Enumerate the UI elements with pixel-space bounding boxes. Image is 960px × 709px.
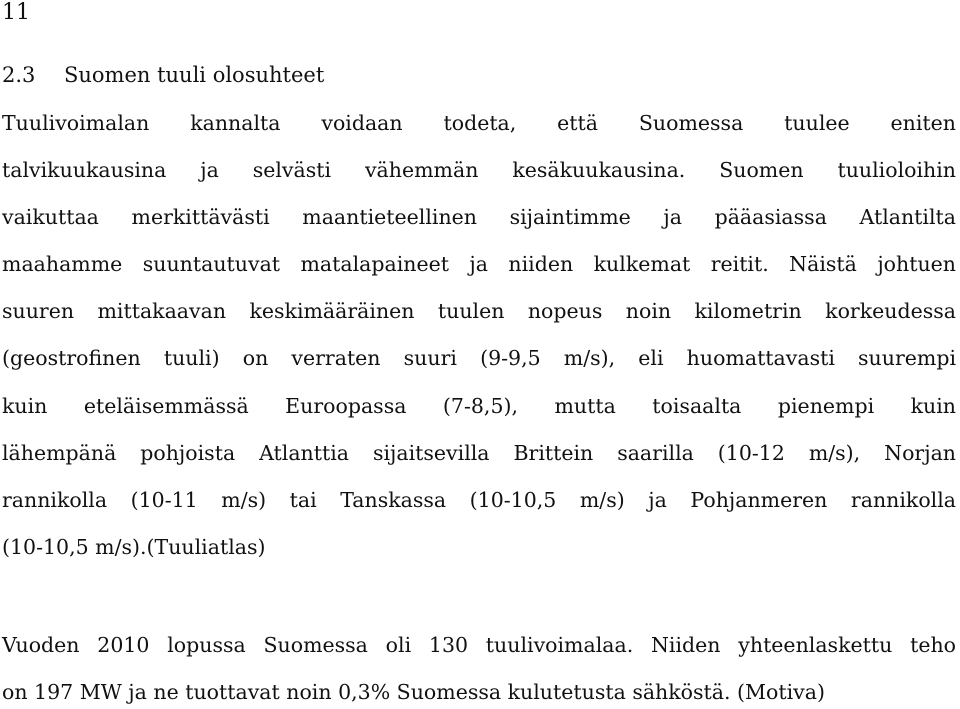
paragraph-line: (10-10,5 m/s).(Tuuliatlas) [2,535,266,559]
page-number: 11 [2,0,30,25]
paragraph-line: Tuulivoimalan kannalta voidaan todeta, että Suomessa tuulee eniten [2,111,956,135]
paragraph-line: suuren mittakaavan keskimääräinen tuulen nopeus noin kilometrin korkeudessa [2,299,956,323]
paragraph-line: Vuoden 2010 lopussa Suomessa oli 130 tuulivoimalaa. Niiden yhteenlaskettu teho [2,633,956,657]
paragraph-line: on 197 MW ja ne tuottavat noin 0,3% Suomessa kulutetusta sähköstä. (Motiva) [2,680,825,704]
paragraph-line: maahamme suuntautuvat matalapaineet ja niiden kulkemat reitit. Näistä johtuen [2,252,956,276]
paragraph-line: vaikuttaa merkittävästi maantieteellinen sijaintimme ja pääasiassa Atlantilta [2,205,956,229]
paragraph-line: talvikuukausina ja selvästi vähemmän kesäkuukausina. Suomen tuulioloihin [2,158,956,182]
paragraph-line: lähempänä pohjoista Atlanttia sijaitsevilla Brittein saarilla (10-12 m/s), Norjan [2,441,956,465]
paragraph-line: kuin eteläisemmässä Euroopassa (7-8,5), mutta toisaalta pienempi kuin [2,394,956,418]
section-title: Suomen tuuli olosuhteet [64,63,325,87]
paragraph-line: rannikolla (10-11 m/s) tai Tanskassa (10-10,5 m/s) ja Pohjanmeren rannikolla [2,488,956,512]
paragraph-line: (geostrofinen tuuli) on verraten suuri (9-9,5 m/s), eli huomattavasti suurempi [2,346,956,370]
section-number: 2.3 [2,63,36,87]
section-heading [2,60,324,90]
